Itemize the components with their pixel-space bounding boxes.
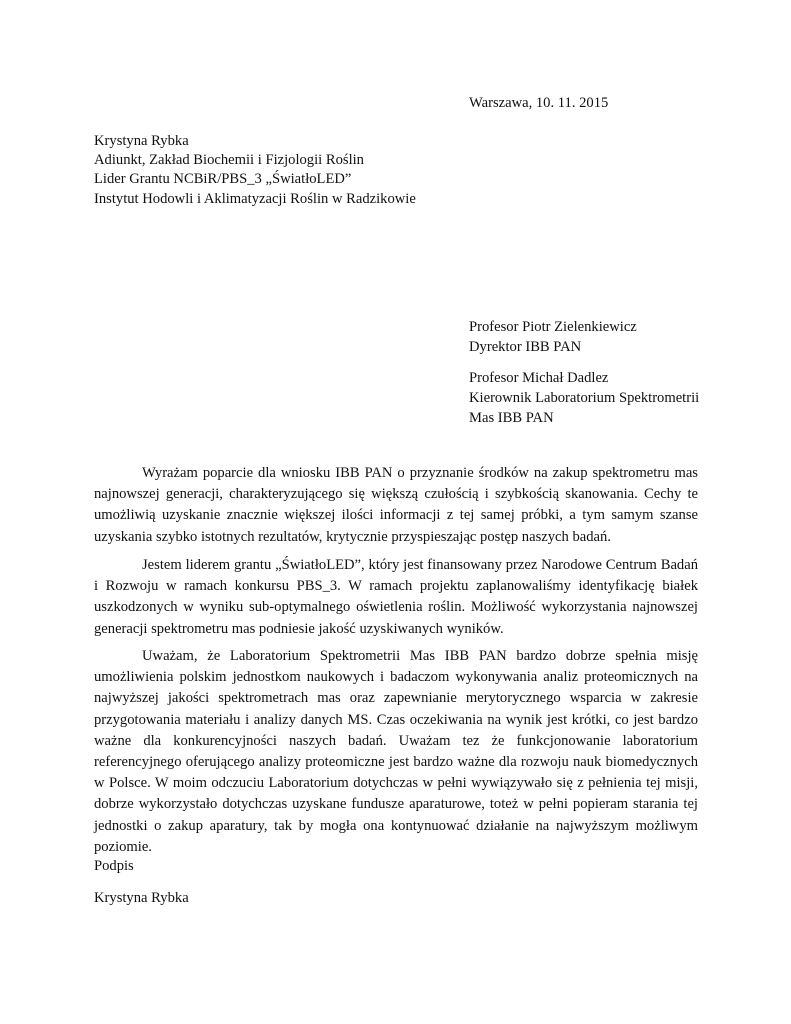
recipient-title: Kierownik Laboratorium Spektrometrii	[469, 390, 700, 406]
recipient-name: Profesor Michał Dadlez	[469, 370, 609, 386]
sender-institute: Instytut Hodowli i Aklimatyzacji Roślin w Radzikowie	[94, 190, 416, 207]
recipient-block-lab-head	[469, 368, 699, 428]
signature-name: Krystyna Rybka	[94, 890, 189, 906]
body-paragraph-1	[94, 463, 698, 548]
paragraph-text: Jestem liderem grantu „ŚwiatłoLED”, który jest finansowany przez Narodowe Centrum Badań i Rozwoju w ramach konkursu PBS_3. W ramach projektu zaplanowaliśmy identyfikację białek uszkodzonych w wyniku sub-optymalnego oświetlenia roślin. Możliwość wykorzystania najnowszej generacji spektrometru mas podniesie jakość uzyskiwanych wyników.	[94, 557, 698, 637]
body-paragraph-3	[94, 646, 698, 858]
paragraph-text: Uważam, że Laboratorium Spektrometrii Mas IBB PAN bardzo dobrze spełnia misję umożliwienia polskim jednostkom naukowych i badaczom wykonywania analiz proteomicznych na najwyższej jakości spektrometrach mas oraz zapewnianie merytorycznego wsparcia w zakresie przygotowania materiału i analizy danych MS. Czas oczekiwania na wynik jest krótki, co jest bardzo ważne dla konkurencyjności naszych badań. Uważam tez że funkcjonowanie laboratorium referencyjnego oferującego analizy proteomiczne jest bardzo ważne dla rozwoju nauk biomedycznych w Polsce. W moim odczuciu Laboratorium dotychczas w pełni wywiązywało się z pełnienia tej misji, dobrze wykorzystało dotychczas uzyskane fundusze aparaturowe, toteż w pełni popieram starania tej jednostki o zakup aparatury, tak by mogła ona kontynuować działanie na najwyższym możliwym poziomie.	[94, 648, 698, 855]
paragraph-text: Wyrażam poparcie dla wniosku IBB PAN o przyznanie środków na zakup spektrometru mas najnowszej generacji, charakteryzującego się większą czułością i szybkością skanowania. Cechy te umożliwią uzyskanie znacznie większej ilości informacji z tej samej próbki, a tym samym szanse uzyskania szybko istotnych rezultatów, krytycznie przyspieszając postęp naszych badań.	[94, 465, 698, 545]
sender-position: Adiunkt, Zakład Biochemii i Fizjologii Roślin	[94, 152, 364, 169]
sender-name: Krystyna Rybka	[94, 133, 189, 149]
sender-block	[94, 132, 416, 209]
body-paragraph-2	[94, 555, 698, 640]
signature-label: Podpis	[94, 858, 134, 874]
recipient-name: Profesor Piotr Zielenkiewicz	[469, 319, 637, 335]
recipient-title-continued: Mas IBB PAN	[469, 410, 554, 426]
sender-grant: Lider Grantu NCBiR/PBS_3 „ŚwiatłoLED”	[94, 171, 352, 188]
recipient-title: Dyrektor IBB PAN	[469, 339, 582, 355]
letter-date: Warszawa, 10. 11. 2015	[469, 95, 609, 111]
recipient-block-director	[469, 317, 637, 357]
